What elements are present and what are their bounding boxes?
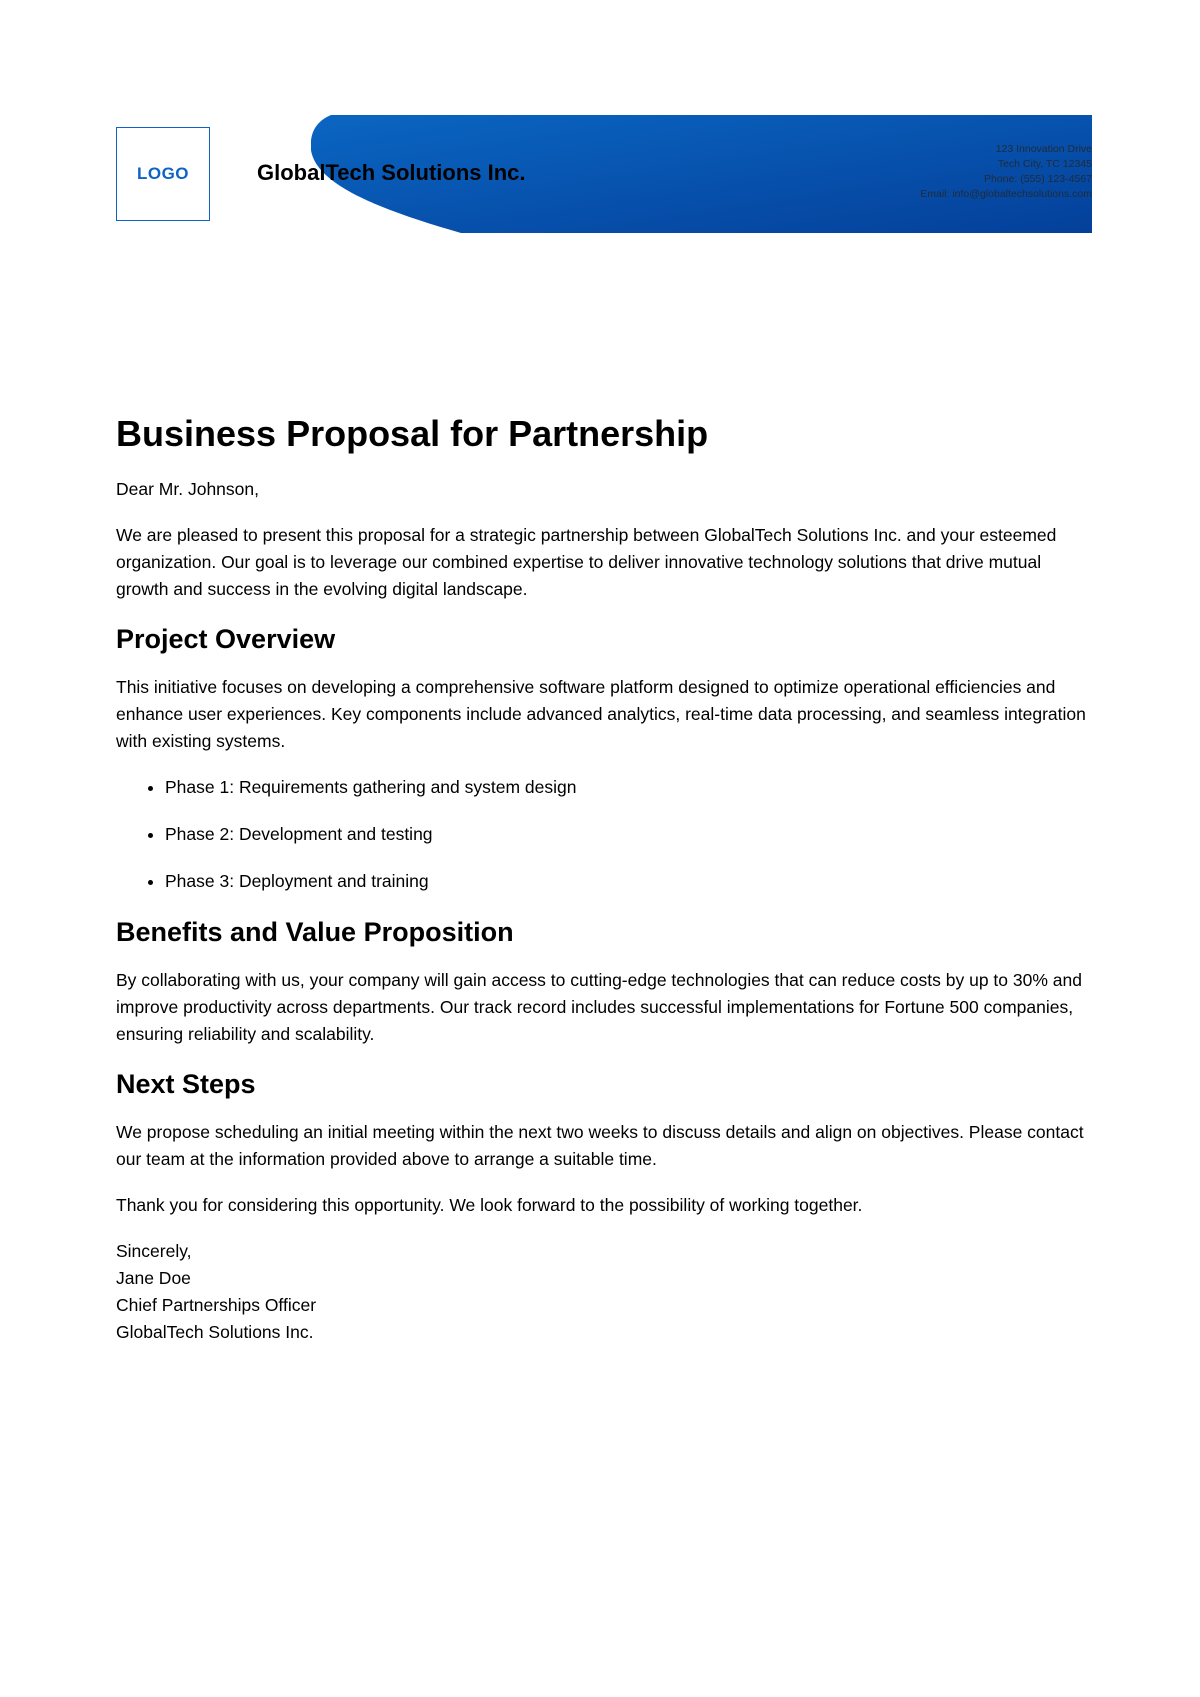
document-title: Business Proposal for Partnership [116, 413, 709, 454]
benefits-paragraph: By collaborating with us, your company will gain access to cutting-edge technologies that can reduce costs by up to 30% and improve productivity across departments. Our track record includes successful implementations for Fortune 500 companies, ensuring reliability and scalability. [116, 970, 1082, 1044]
intro-paragraph: We are pleased to present this proposal for a strategic partnership between GlobalTech Solutions Inc. and your esteemed organization. Our goal is to leverage our combined expertise to deliver innovative technology solutions that drive mutual growth and success in the evolving digital landscape. [116, 525, 1057, 599]
section-heading-benefits: Benefits and Value Proposition [116, 917, 514, 947]
signature-name: Jane Doe [116, 1268, 191, 1288]
phone-line: Phone: (555) 123-4567 [984, 173, 1092, 185]
list-item: • Phase 1: Requirements gathering and system design [165, 774, 1092, 801]
address-line-2: Tech City, TC 12345 [997, 158, 1092, 170]
letterhead [116, 115, 1092, 233]
salutation: Dear Mr. Johnson, [116, 479, 259, 499]
signature-closing: Sincerely, [116, 1241, 192, 1261]
logo-placeholder [116, 127, 210, 221]
next-steps-paragraph: We propose scheduling an initial meeting within the next two weeks to discuss details and align on objectives. Please contact our team at the information provided above to arrange a suitable time. [116, 1122, 1084, 1169]
email-line: Email: info@globaltechsolutions.com [920, 188, 1092, 200]
address-line-1: 123 Innovation Drive [995, 143, 1092, 155]
letter-body [116, 412, 1092, 1346]
signature-title: Chief Partnerships Officer [116, 1295, 317, 1315]
closing-paragraph: Thank you for considering this opportunity. We look forward to the possibility of working together. [116, 1195, 863, 1215]
contact-block [920, 142, 1092, 202]
project-overview-paragraph: This initiative focuses on developing a comprehensive software platform designed to optimize operational efficiencies and enhance user experiences. Key components include advanced analytics, real-time data processing, and seamless integration with existing systems. [116, 677, 1086, 751]
section-heading-project-overview: Project Overview [116, 624, 336, 654]
signature-block [116, 1238, 1092, 1346]
company-name: GlobalTech Solutions Inc. [257, 160, 526, 185]
signature-company: GlobalTech Solutions Inc. [116, 1322, 314, 1342]
list-item: • Phase 3: Deployment and training [165, 868, 1092, 895]
list-item: • Phase 2: Development and testing [165, 821, 1092, 848]
phase-list [116, 774, 1092, 895]
logo-text: LOGO [136, 164, 190, 183]
section-heading-next-steps: Next Steps [116, 1069, 256, 1099]
